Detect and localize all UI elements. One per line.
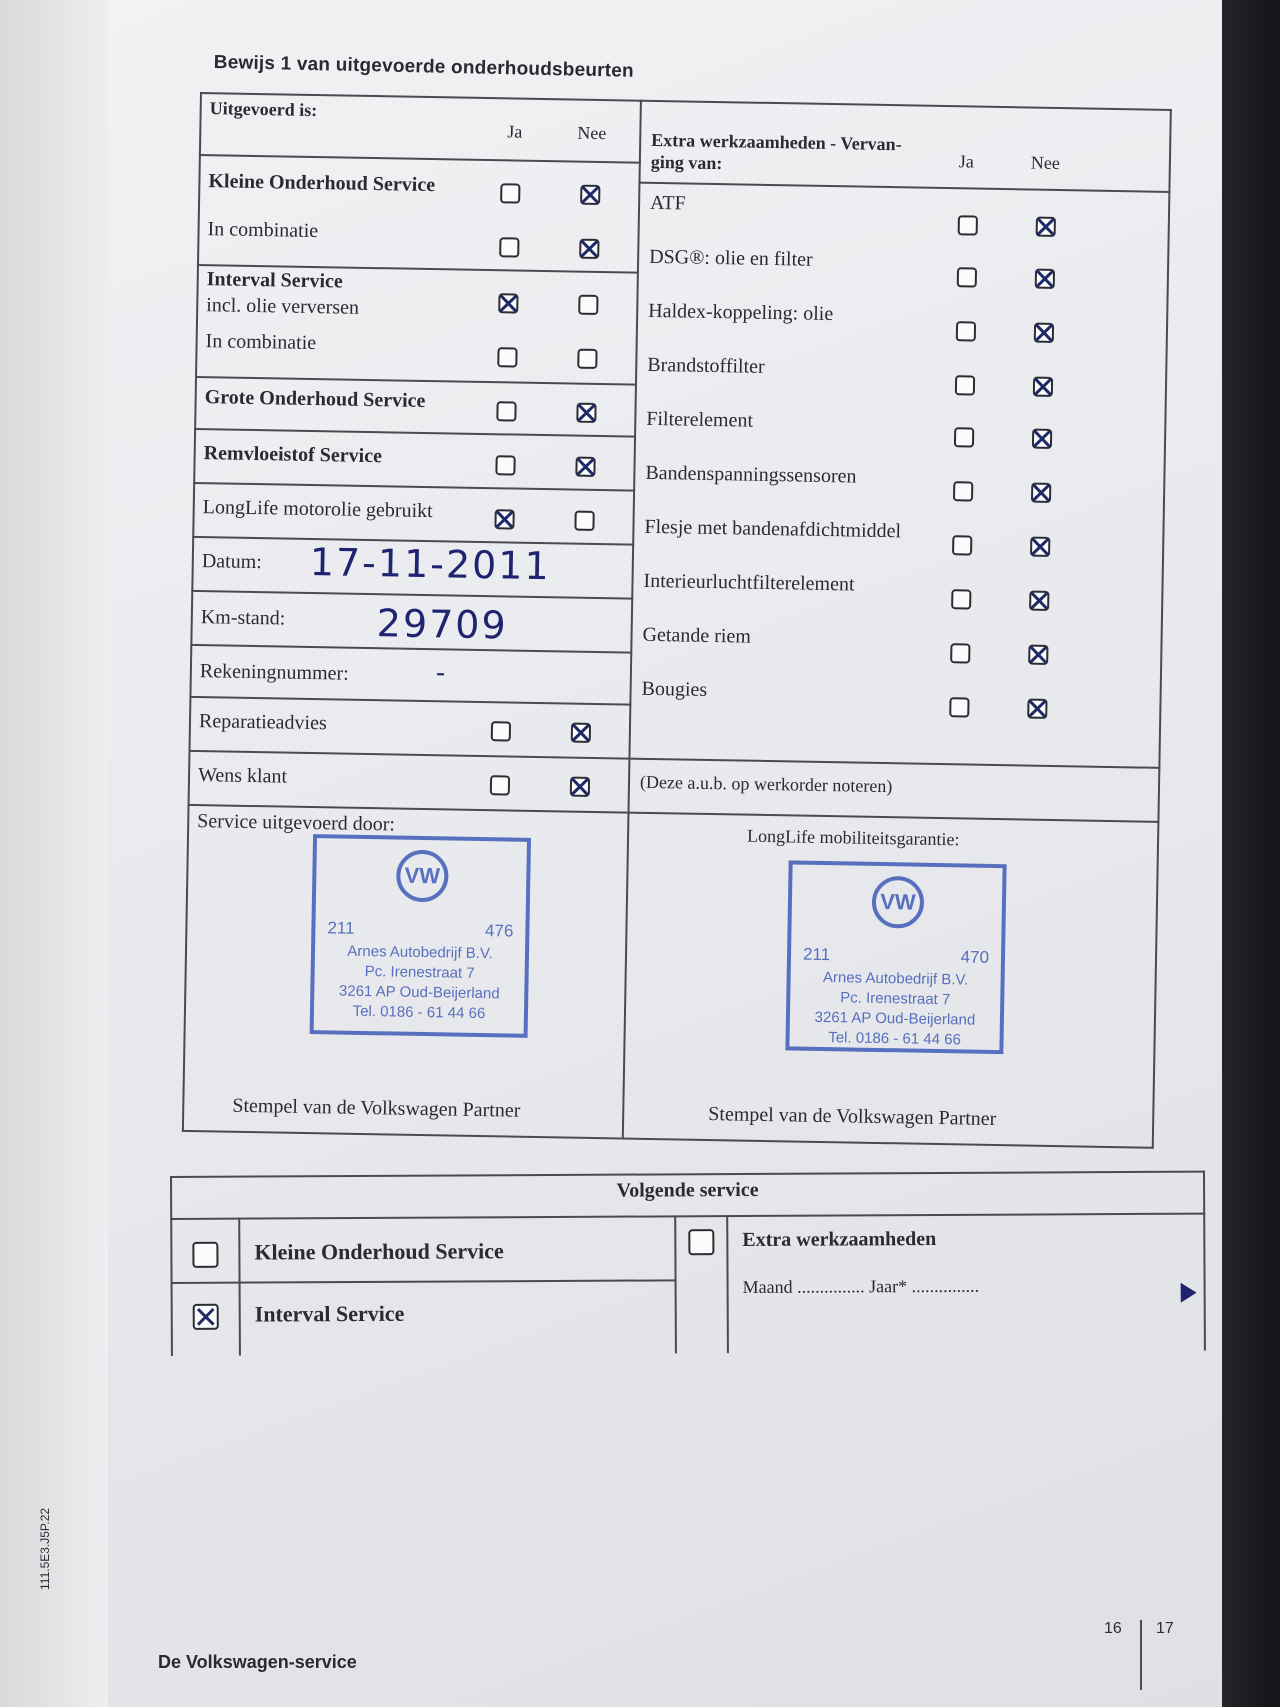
- stamp-city: 3261 AP Oud-Beijerland: [814, 1008, 976, 1029]
- page-spine: [0, 0, 108, 1707]
- reparatieadvies-ja-checkbox[interactable]: [491, 721, 511, 741]
- longlife-ja-checkbox[interactable]: [494, 509, 514, 529]
- right-row-getande-riem-label: Getande riem: [642, 623, 752, 648]
- wens-klant-ja-checkbox[interactable]: [490, 775, 510, 795]
- right-row-filterelement-label: Filterelement: [646, 407, 754, 432]
- brandstoffilter-ja-checkbox[interactable]: [955, 375, 975, 395]
- grote-nee-checkbox[interactable]: [576, 403, 596, 423]
- next-kleine-label: Kleine Onderhoud Service: [254, 1238, 504, 1265]
- kleine-nee-checkbox[interactable]: [580, 185, 600, 205]
- stamp-caption-right: Stempel van de Volkswagen Partner: [708, 1103, 997, 1131]
- left-header-nee: Nee: [577, 122, 607, 144]
- atf-ja-checkbox[interactable]: [958, 215, 978, 235]
- next-interval-checkbox[interactable]: [193, 1304, 219, 1330]
- longlife-garantie-label: LongLife mobiliteitsgarantie:: [746, 825, 960, 850]
- row-combinatie2-label: In combinatie: [205, 330, 317, 355]
- stamp-caption-left: Stempel van de Volkswagen Partner: [232, 1094, 521, 1122]
- row-grote-label: Grote Onderhoud Service: [204, 386, 426, 412]
- dealer-stamp-left: [310, 834, 531, 1038]
- right-header-nee: Nee: [1030, 152, 1061, 174]
- vw-logo-icon: VW: [396, 850, 449, 903]
- km-stand-value[interactable]: 29709: [376, 601, 509, 648]
- left-header-ja: Ja: [507, 121, 523, 142]
- next-service-title: Volgende service: [616, 1178, 759, 1202]
- bougies-ja-checkbox[interactable]: [949, 697, 969, 717]
- right-row-dsg-label: DSG®: olie en filter: [648, 245, 813, 271]
- stamp-number-right: 476: [484, 921, 514, 941]
- reparatieadvies-nee-checkbox[interactable]: [571, 723, 591, 743]
- dealer-stamp-right: [785, 860, 1006, 1054]
- next-extra-checkbox[interactable]: [688, 1229, 714, 1255]
- stamp-number-right: 470: [960, 947, 990, 967]
- flesje-ja-checkbox[interactable]: [952, 535, 972, 555]
- haldex-ja-checkbox[interactable]: [956, 321, 976, 341]
- right-row-interieurluchtfilter-label: Interieurluchtfilterelement: [643, 569, 855, 596]
- atf-nee-checkbox[interactable]: [1036, 217, 1056, 237]
- row-kleine-label: Kleine Onderhoud Service: [208, 170, 436, 197]
- remvloeistof-nee-checkbox[interactable]: [575, 457, 595, 477]
- next-kleine-checkbox[interactable]: [192, 1242, 218, 1268]
- getande-riem-ja-checkbox[interactable]: [950, 643, 970, 663]
- right-header-label-2: ging van:: [650, 151, 723, 174]
- right-row-bandenspanning-label: Bandenspanningssensoren: [645, 461, 857, 488]
- rekeningnummer-label: Rekeningnummer:: [199, 660, 349, 685]
- combinatie2-nee-checkbox[interactable]: [577, 349, 597, 369]
- next-interval-label: Interval Service: [254, 1300, 405, 1327]
- stamp-phone: Tel. 0186 - 61 44 66: [352, 1002, 486, 1023]
- stamp-company: Arnes Autobedrijf B.V.: [822, 969, 969, 989]
- bandenspanning-ja-checkbox[interactable]: [953, 481, 973, 501]
- row-combinatie1-label: In combinatie: [207, 218, 319, 243]
- wens-klant-label: Wens klant: [197, 764, 288, 788]
- stamp-number-left: 211: [802, 944, 831, 965]
- row-remvloeistof-label: Remvloeistof Service: [203, 442, 383, 468]
- km-stand-label: Km-stand:: [200, 606, 286, 630]
- getande-riem-nee-checkbox[interactable]: [1028, 645, 1048, 665]
- page-number-left: 16: [1104, 1620, 1122, 1637]
- brandstoffilter-nee-checkbox[interactable]: [1033, 377, 1053, 397]
- right-header-ja: Ja: [958, 151, 975, 172]
- next-page-arrow-icon: [1181, 1283, 1197, 1303]
- datum-value[interactable]: 17-11-2011: [309, 539, 552, 589]
- combinatie1-nee-checkbox[interactable]: [579, 239, 599, 259]
- row-interval-label: Interval Service: [206, 268, 343, 293]
- right-row-brandstoffilter-label: Brandstoffilter: [647, 353, 765, 378]
- right-header-label: Extra werkzaamheden - Vervan-: [651, 129, 902, 155]
- left-header-label: Uitgevoerd is:: [209, 98, 318, 121]
- interval-nee-checkbox[interactable]: [578, 295, 598, 315]
- reparatieadvies-label: Reparatieadvies: [198, 710, 327, 735]
- vw-logo-icon: VW: [872, 876, 925, 929]
- bougies-nee-checkbox[interactable]: [1027, 699, 1047, 719]
- stamp-number-left: 211: [327, 918, 355, 938]
- grote-ja-checkbox[interactable]: [496, 401, 516, 421]
- stamp-phone: Tel. 0186 - 61 44 66: [828, 1029, 962, 1049]
- bandenspanning-nee-checkbox[interactable]: [1031, 483, 1051, 503]
- footer-title: De Volkswagen-service: [158, 1652, 357, 1672]
- stamp-company: Arnes Autobedrijf B.V.: [347, 942, 493, 963]
- row-longlife-label: LongLife motorolie gebruikt: [202, 496, 433, 523]
- wens-klant-nee-checkbox[interactable]: [570, 777, 590, 797]
- right-row-atf-label: ATF: [649, 191, 686, 215]
- service-by-label: Service uitgevoerd door:: [197, 810, 396, 836]
- combinatie2-ja-checkbox[interactable]: [497, 347, 517, 367]
- interieurluchtfilter-ja-checkbox[interactable]: [951, 589, 971, 609]
- filterelement-nee-checkbox[interactable]: [1032, 429, 1052, 449]
- remvloeistof-ja-checkbox[interactable]: [495, 455, 515, 475]
- combinatie1-ja-checkbox[interactable]: [499, 237, 519, 257]
- rekeningnummer-value[interactable]: -: [435, 658, 446, 689]
- kleine-ja-checkbox[interactable]: [500, 183, 520, 203]
- right-row-flesje-label: Flesje met bandenafdichtmiddel: [644, 515, 902, 543]
- stamp-street: Pc. Irenestraat 7: [364, 963, 475, 982]
- next-service-box: [170, 1171, 1206, 1356]
- dsg-nee-checkbox[interactable]: [1035, 269, 1055, 289]
- datum-label: Datum:: [201, 550, 262, 574]
- filterelement-ja-checkbox[interactable]: [954, 427, 974, 447]
- flesje-nee-checkbox[interactable]: [1030, 537, 1050, 557]
- document-code: 111.5E3.J5P.22: [38, 1507, 52, 1590]
- row-interval-sublabel: incl. olie verversen: [206, 294, 360, 319]
- interval-ja-checkbox[interactable]: [498, 293, 518, 313]
- maintenance-form: [182, 92, 1172, 1149]
- right-row-bougies-label: Bougies: [641, 677, 708, 701]
- longlife-nee-checkbox[interactable]: [574, 511, 594, 531]
- interieurluchtfilter-nee-checkbox[interactable]: [1029, 591, 1049, 611]
- next-maand-jaar[interactable]: Maand ............... Jaar* ...............: [742, 1275, 980, 1298]
- stamp-city: 3261 AP Oud-Beijerland: [338, 982, 500, 1003]
- dsg-ja-checkbox[interactable]: [957, 267, 977, 287]
- right-row-haldex-label: Haldex-koppeling: olie: [648, 299, 834, 326]
- next-extra-label: Extra werkzaamheden: [742, 1227, 937, 1252]
- haldex-nee-checkbox[interactable]: [1034, 323, 1054, 343]
- stamp-street: Pc. Irenestraat 7: [840, 989, 951, 1009]
- page-title: Bewijs 1 van uitgevoerde onderhoudsbeurten: [213, 52, 635, 82]
- page-number-right: 17: [1156, 1620, 1174, 1637]
- werkorder-note: (Deze a.u.b. op werkorder noteren): [639, 771, 893, 797]
